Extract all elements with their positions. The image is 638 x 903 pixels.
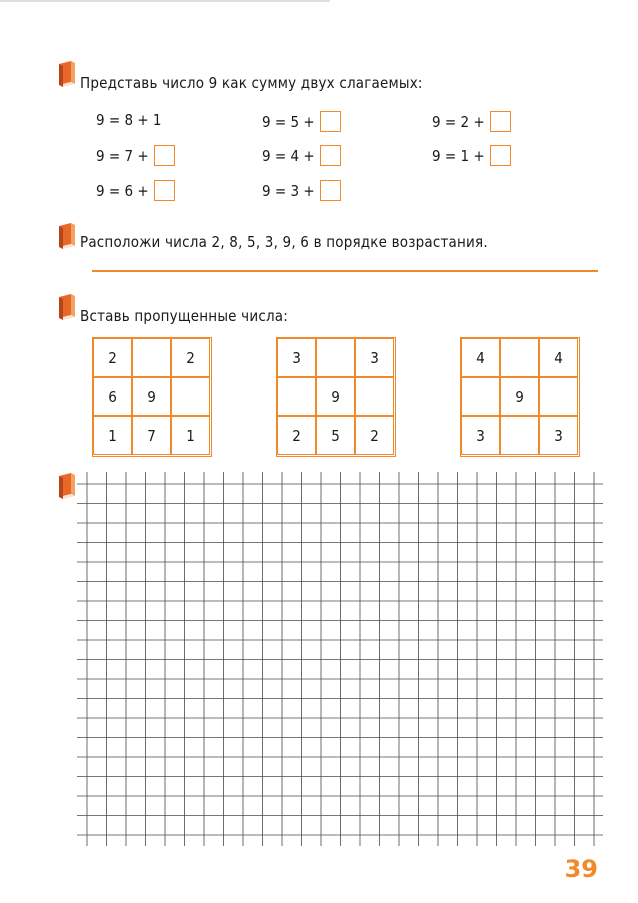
square-cell[interactable]: 7	[132, 416, 171, 455]
square-cell[interactable]	[539, 377, 578, 416]
grid-paper[interactable]	[77, 472, 603, 846]
equation-text: 9 = 2 +	[432, 112, 485, 131]
square-cell[interactable]	[500, 338, 539, 377]
header-rule	[0, 0, 330, 2]
square-cell[interactable]	[355, 377, 394, 416]
square-cell[interactable]: 4	[539, 338, 578, 377]
equation-2	[96, 145, 175, 166]
square-cell[interactable]: 9	[500, 377, 539, 416]
square-cell[interactable]	[132, 338, 171, 377]
equation-6	[262, 180, 341, 201]
task2-instruction: Расположи числа 2, 8, 5, 3, 9, 6 в порядке возрастания.	[80, 233, 488, 251]
square-cell[interactable]: 4	[461, 338, 500, 377]
equation-text: 9 = 7 +	[96, 146, 149, 165]
answer-box[interactable]	[154, 145, 175, 166]
answer-box[interactable]	[320, 145, 341, 166]
answer-box[interactable]	[490, 145, 511, 166]
answer-box[interactable]	[154, 180, 175, 201]
book-icon	[56, 472, 78, 500]
task1-instruction: Представь число 9 как сумму двух слагаемых:	[80, 74, 423, 92]
answer-box[interactable]	[320, 111, 341, 132]
task3-instruction: Вставь пропущенные числа:	[80, 307, 288, 325]
equation-text: 9 = 3 +	[262, 181, 315, 200]
square-cell[interactable]: 6	[93, 377, 132, 416]
book-icon	[56, 293, 78, 321]
equation-text: 9 = 4 +	[262, 146, 315, 165]
equation-8	[432, 145, 511, 166]
answer-box[interactable]	[490, 111, 511, 132]
square-cell[interactable]: 1	[93, 416, 132, 455]
square-cell[interactable]: 3	[461, 416, 500, 455]
square-cell[interactable]: 2	[171, 338, 210, 377]
book-icon	[56, 60, 78, 88]
square-cell[interactable]	[461, 377, 500, 416]
answer-box[interactable]	[320, 180, 341, 201]
answer-line[interactable]	[92, 270, 598, 272]
equation-text: 9 = 6 +	[96, 181, 149, 200]
equation-7	[432, 111, 511, 132]
square-cell[interactable]: 2	[355, 416, 394, 455]
page-number: 39	[564, 855, 598, 883]
magic-square-2	[276, 337, 396, 457]
equation-4	[262, 111, 341, 132]
equation-1	[96, 111, 162, 129]
magic-square-3	[460, 337, 580, 457]
square-cell[interactable]: 2	[93, 338, 132, 377]
book-icon	[56, 222, 78, 250]
equation-5	[262, 145, 341, 166]
square-cell[interactable]: 9	[316, 377, 355, 416]
equation-text: 9 = 5 +	[262, 112, 315, 131]
square-cell[interactable]: 5	[316, 416, 355, 455]
equation-text: 9 = 8 + 1	[96, 111, 162, 129]
square-cell[interactable]: 9	[132, 377, 171, 416]
square-cell[interactable]	[500, 416, 539, 455]
equation-3	[96, 180, 175, 201]
magic-square-1	[92, 337, 212, 457]
square-cell[interactable]: 3	[539, 416, 578, 455]
square-cell[interactable]: 3	[355, 338, 394, 377]
square-cell[interactable]: 2	[277, 416, 316, 455]
square-cell[interactable]	[171, 377, 210, 416]
square-cell[interactable]	[277, 377, 316, 416]
square-cell[interactable]	[316, 338, 355, 377]
square-cell[interactable]: 1	[171, 416, 210, 455]
square-cell[interactable]: 3	[277, 338, 316, 377]
equation-text: 9 = 1 +	[432, 146, 485, 165]
